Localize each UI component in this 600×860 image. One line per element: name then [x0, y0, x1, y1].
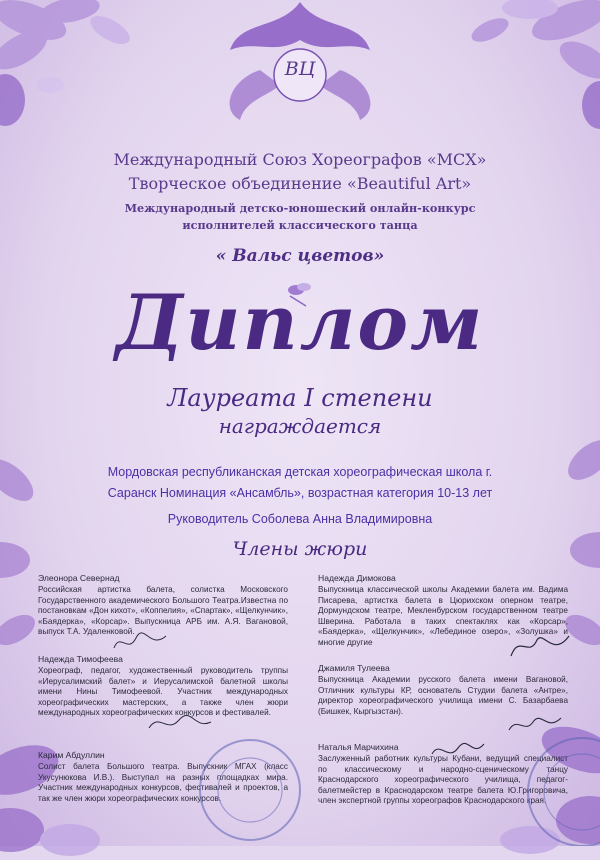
awarded-text: награждается	[218, 414, 382, 438]
recipient-line-2: Саранск Номинация «Ансамбль», возрастная категория 10-13 лет	[107, 486, 493, 500]
stamp-center	[195, 735, 305, 845]
juror-card	[318, 663, 568, 717]
juror-bio: Солист балета Большого театра. Выпускник МГАХ (класс Укусунюкова И.В.). Выступал на разных площадках мира. Участник международных конкурсов, фестивалей и проектов, а так же член жюри хореографических конкурсов.	[38, 762, 288, 803]
juror-bio: Выпускница Академии русского балета имени Вагановой, Отличник культуры КР, основатель Студии балета «Антре», директор хореографического училища имени С. Базарбаева (Бишкек, Кыргызстан).	[318, 675, 568, 716]
juror-name: Надежда Тимофеева	[38, 654, 123, 664]
jury-title: Члены жюри	[232, 538, 368, 560]
signature-4	[505, 628, 575, 664]
juror-bio: Заслуженный работник культуры Кубани, ведущий специалист по классическому и народно-сценическому танцу Краснодарского хореографического училища, педагог-балетмейстер в Краснодарском театре балета Ю.Григоровича, член экспертной группы хореографов Краснодарского края.	[318, 754, 568, 806]
recipient-block	[0, 462, 600, 504]
contest-name: « Вальс цветов»	[215, 246, 385, 266]
juror-name: Надежда Димокова	[318, 573, 396, 583]
degree-title: Лауреата I степени	[167, 384, 433, 412]
juror-name: Джамиля Тулеева	[318, 663, 390, 673]
contest-description: Международный детско-юношеский онлайн-конкурс	[124, 201, 476, 215]
juror-name: Наталья Марчихина	[318, 742, 399, 752]
diploma-title: Диплом	[115, 278, 485, 367]
recipient-line-1: Мордовская республиканская детская хореографическая школа г.	[107, 465, 493, 479]
monogram: ВЦ	[284, 58, 316, 80]
juror-name: Элеонора Севернад	[38, 573, 120, 583]
stamp-right	[520, 730, 600, 846]
signature-2	[145, 710, 215, 736]
association-title: Творческое объединение «Beautiful Art»	[128, 174, 472, 193]
union-title: Международный Союз Хореографов «МСХ»	[113, 150, 487, 169]
juror-bio: Выпускница классической школы Академии балета им. Вадима Писарева, артистка балета в Цюрихском оперном театре, Дормундском театре, Мекленбурском государственном театре Шверина. Работала в таких спектаклях как «Корсар», «Баядерка», «Щелкунчик», «Лебединое озеро», «Золушка» и многие другие	[318, 585, 568, 647]
juror-bio: Хореограф, педагог, художественный руководитель труппы «Иерусалимский балет» и Иерусалимской балетной школы имени Нины Тимофеевой. Участник международных хореографических мастерских, а также член жюри международных хореографических конкурсов и фестивалей.	[38, 666, 288, 718]
juror-name: Карим Абдуллин	[38, 750, 105, 760]
leader-line: Руководитель Соболева Анна Владимировна	[167, 512, 433, 526]
contest-description-2: исполнителей классического танца	[182, 218, 418, 232]
juror-bio: Российская артистка балета, солистка Московского Государственного академического Большого Театра.Известна по постановкам «Дон кихот», «Коппелия», «Спартак», «Щелкунчик», «Баядерка», «Корсар». Выпускница АРБ им. А.Я. Вагановой, выпуск Т.А. Удаленковой.	[38, 585, 288, 637]
signature-1	[110, 628, 170, 656]
signature-6	[428, 738, 488, 764]
